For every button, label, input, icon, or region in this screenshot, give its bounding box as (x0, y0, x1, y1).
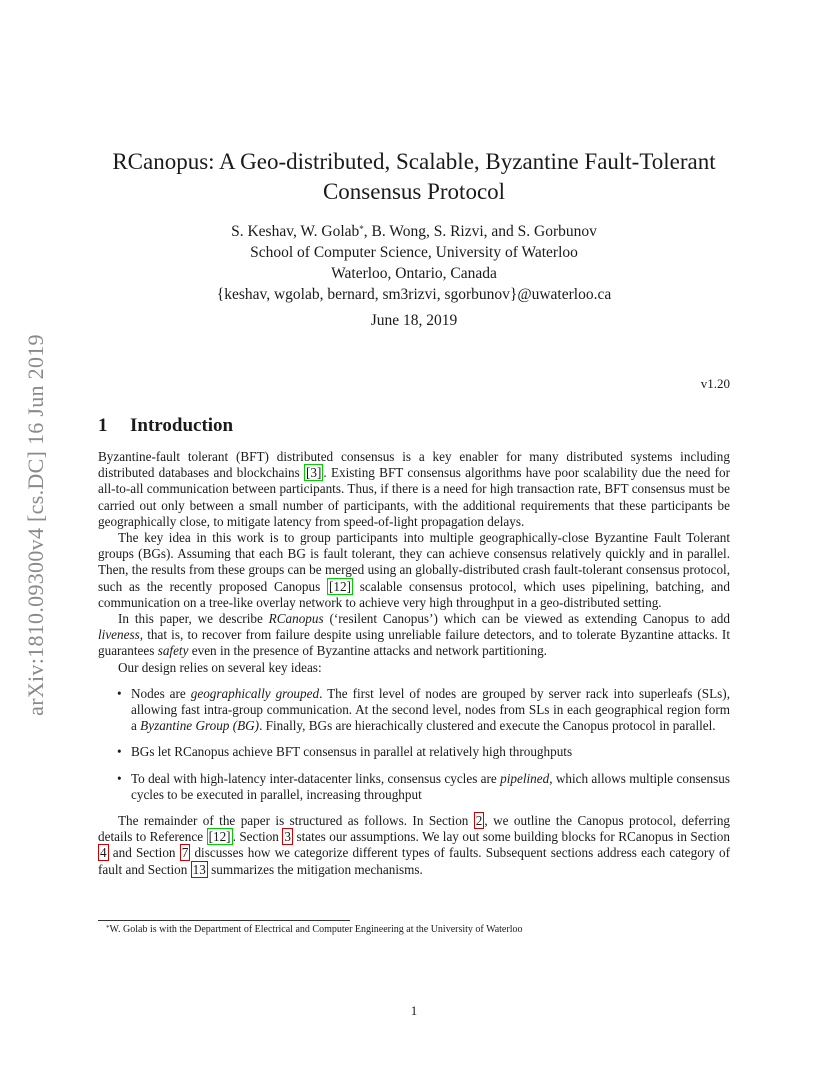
text-run: , we outline the Canopus protocol, deferring details to Reference (98, 813, 731, 845)
title-line-2: Consensus Protocol (322, 179, 506, 204)
arxiv-identifier-text: arXiv:1810.09300v4 [cs.DC] 16 Jun 2019 (23, 334, 48, 716)
paragraph-4: Our design relies on several key ideas: (118, 659, 322, 675)
text-run: The key idea in this work is to group participants into multiple geographically-close Byzantine Fault Tolerant groups (BGs). Assuming that each BG is fault tolerant, they can achieve consensus relatively quickly and in parallel. Then, the results from these groups can be merged using an globally-distributed crash fault-tolerant consensus protocol, such as the recently proposed Canopus (98, 530, 730, 594)
section-link[interactable]: 4 (100, 845, 107, 861)
text-run: . The first level of nodes are grouped by server rack into superleafs (SLs), allowing fast intra-group communication. At the second level, nodes from SLs in each geographical region form a (131, 685, 730, 734)
paragraph-3 (98, 611, 730, 660)
footnote-mark: * (106, 924, 110, 932)
section-link[interactable]: 3 (284, 829, 291, 845)
text-run: , that is, to recover from failure despite using unreliable failure detectors, and to tolerate Byzantine attacks. It guarantees (98, 627, 730, 659)
citation-link[interactable]: [12] (329, 578, 351, 594)
paper-date: June 18, 2019 (370, 312, 458, 329)
text-run: Byzantine-fault tolerant (BFT) distributed consensus is a key enabler for many distributed systems including distributed databases and blockchains (98, 449, 730, 481)
list-item (131, 686, 730, 735)
text-run: . Existing BFT consensus algorithms have poor scalability due the need for all-to-all communication between participants. Thus, if there is a need for high transaction rate, BFT consensus must be carried out only between a small number of participants, with the additional requirements that these participants be geographically close, to mitigate latency from speed-of-light propagation delays. (98, 465, 730, 529)
paragraph-2 (98, 530, 730, 611)
emphasis: Byzantine Group (BG) (140, 718, 260, 734)
text-run: . Finally, BGs are hierachically clustered and execute the Canopus protocol in parallel. (259, 718, 716, 734)
section-number: 1 (98, 415, 108, 436)
footnote (98, 924, 730, 935)
list-item (131, 771, 730, 803)
text-run: summarizes the mitigation mechanisms. (207, 861, 423, 877)
footnote-divider (98, 920, 350, 921)
text-run: and Section (108, 845, 180, 861)
text-run: . Section (232, 829, 283, 845)
emphasis: RCanopus (268, 611, 324, 627)
text-run: (‘resilent Canopus’) which can be viewed as extending Canopus to add (323, 611, 730, 627)
author-names (98, 221, 730, 242)
arxiv-identifier (16, 290, 56, 760)
paper-version: v1.20 (700, 376, 730, 391)
title-line-1: RCanopus: A Geo-distributed, Scalable, Byzantine Fault-Tolerant (112, 149, 716, 174)
paper-title (98, 147, 730, 207)
emphasis: safety (157, 643, 189, 659)
author-location: Waterloo, Ontario, Canada (331, 265, 497, 282)
author-emails: {keshav, wgolab, bernard, sm3rizvi, sgorbunov}@uwaterloo.ca (216, 286, 612, 303)
citation-link[interactable]: [3] (306, 465, 322, 481)
footnote-marker[interactable]: * (359, 224, 364, 234)
section-link[interactable]: 13 (192, 861, 206, 877)
page-number: 1 (410, 1003, 418, 1018)
text-run: scalable consensus protocol, which uses pipelining, batching, and communication on a tree-like overlay network to achieve very high throughput in a geo-distributed setting. (98, 578, 730, 610)
emphasis: geographically grouped (190, 685, 320, 701)
text-run: The remainder of the paper is structured as follows. In Section (118, 813, 474, 829)
text-run: , which allows multiple consensus cycles to be executed in parallel, increasing throughput (131, 770, 730, 802)
author-names-b: , B. Wong, S. Rizvi, and S. Gorbunov (363, 223, 597, 240)
emphasis: liveness (98, 627, 140, 643)
author-affiliation: School of Computer Science, University of Waterloo (250, 244, 578, 261)
text-run: discusses how we categorize different types of faults. Subsequent sections address each category of fault and Section (98, 845, 730, 877)
section-link[interactable]: 7 (181, 845, 189, 861)
text-run: even in the presence of Byzantine attacks and network partitioning. (188, 643, 547, 659)
section-heading (98, 415, 233, 437)
footnote-text: W. Golab is with the Department of Electrical and Computer Engineering at the University of Waterloo (109, 924, 523, 935)
text-run: In this paper, we describe (118, 611, 269, 627)
list-item: • BGs let RCanopus achieve BFT consensus in parallel at relatively high throughputs (131, 744, 730, 760)
text-run: To deal with high-latency inter-datacenter links, consensus cycles are (131, 770, 501, 786)
section-body (98, 449, 730, 878)
emphasis: pipelined (500, 770, 550, 786)
author-block (98, 221, 730, 305)
text-run: Nodes are (131, 685, 191, 701)
paragraph-5 (98, 813, 730, 878)
author-names-a: S. Keshav, W. Golab (231, 223, 360, 240)
paragraph-1 (98, 449, 730, 530)
citation-link[interactable]: [12] (208, 829, 231, 845)
section-title: Introduction (130, 415, 234, 436)
key-ideas-list (98, 686, 730, 803)
section-link[interactable]: 2 (475, 813, 483, 829)
text-run: states our assumptions. We lay out some building blocks for RCanopus in Section (292, 829, 730, 845)
